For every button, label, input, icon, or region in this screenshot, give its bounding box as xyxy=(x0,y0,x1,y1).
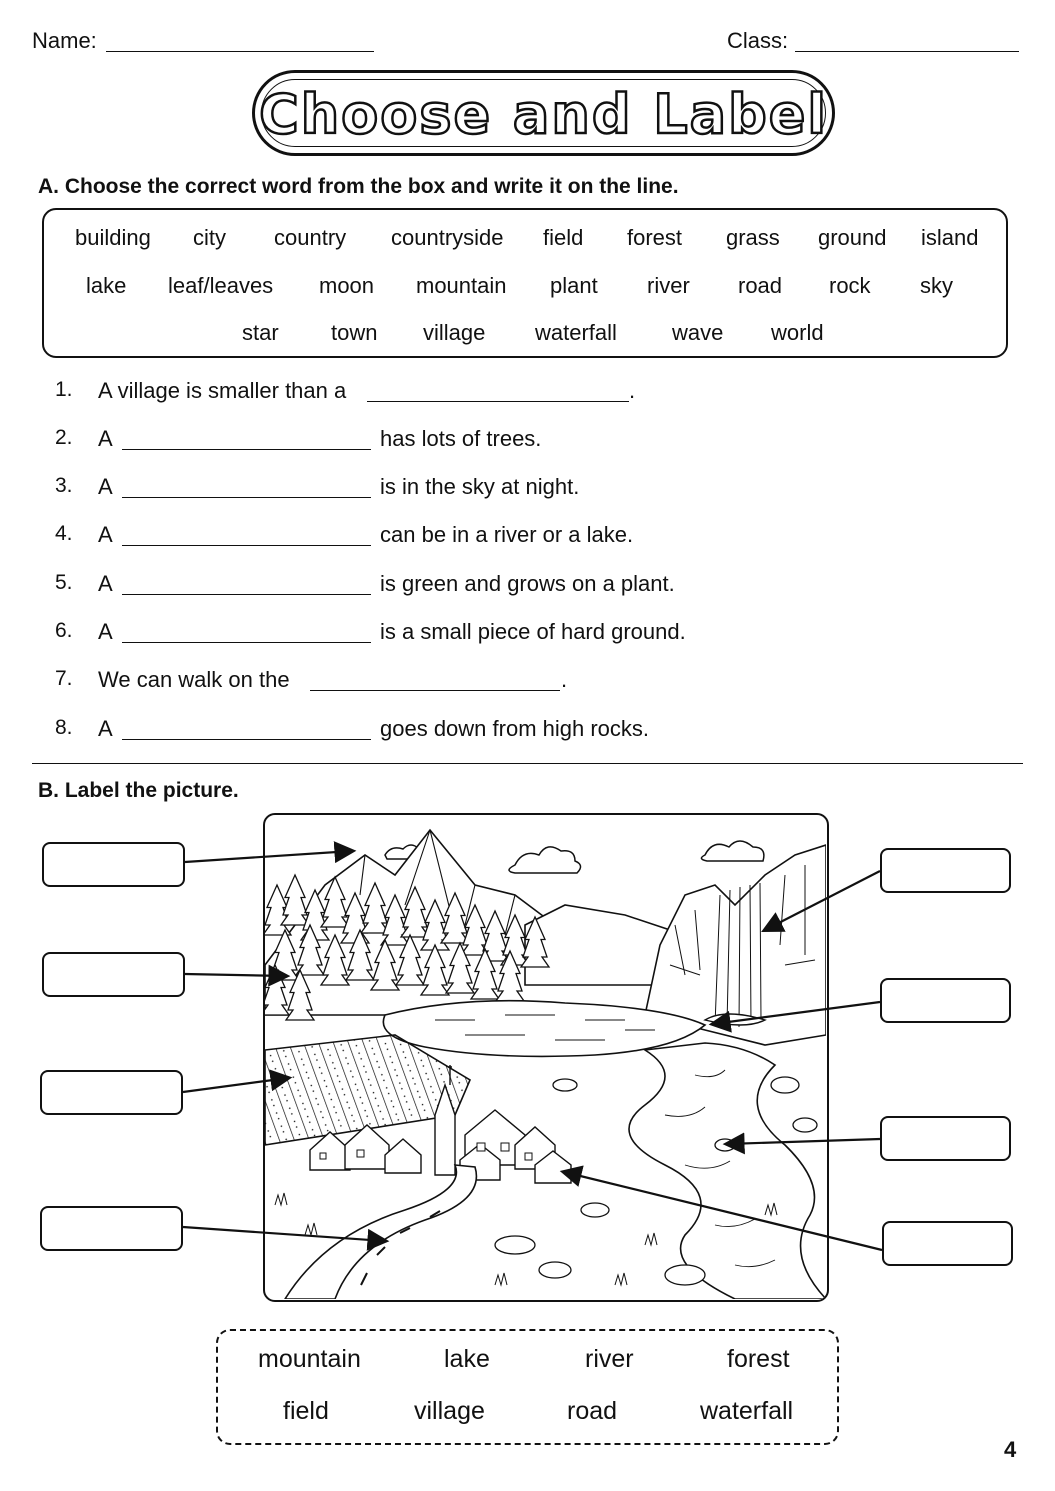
word-bank-word: forest xyxy=(727,1345,790,1373)
word-box-word: building xyxy=(75,225,151,250)
question-text-before: A xyxy=(98,522,113,547)
word-box-word: city xyxy=(193,225,226,250)
question-text-before: A xyxy=(98,571,113,596)
question-number: 4. xyxy=(55,522,73,545)
arrow-river xyxy=(727,1139,880,1144)
word-box-word: road xyxy=(738,273,783,298)
class-label: Class: xyxy=(727,28,789,53)
section-b-letter: B. xyxy=(38,779,59,802)
word-box-word: field xyxy=(543,225,584,250)
word-box-word: forest xyxy=(627,225,683,250)
question-text-after: is green and grows on a plant. xyxy=(380,571,675,596)
arrow-forest xyxy=(185,974,286,976)
word-box-word: country xyxy=(274,225,347,250)
arrow-road xyxy=(183,1227,385,1241)
question-text-after: goes down from high rocks. xyxy=(380,716,650,741)
question-number: 8. xyxy=(55,716,73,739)
word-box-word: countryside xyxy=(391,225,504,250)
word-box-word: sky xyxy=(920,273,953,298)
word-bank-word: lake xyxy=(444,1345,490,1373)
section-a-letter: A. xyxy=(38,175,59,198)
page-title: Choose and Label xyxy=(259,83,828,146)
question-number: 1. xyxy=(55,378,73,401)
word-bank-word: village xyxy=(414,1397,485,1425)
question-text-before: A xyxy=(98,426,113,451)
word-box-word: island xyxy=(921,225,979,250)
word-box-word: wave xyxy=(672,320,724,345)
word-bank-word: road xyxy=(567,1397,618,1425)
word-bank-word: field xyxy=(283,1397,329,1425)
word-box-word: waterfall xyxy=(535,320,617,345)
question-text-after: has lots of trees. xyxy=(380,426,542,451)
section-b-instruction: Label the picture. xyxy=(64,779,239,802)
name-label: Name: xyxy=(32,28,97,53)
word-box-word: ground xyxy=(818,225,887,250)
question-number: 3. xyxy=(55,474,73,497)
word-box-word: rock xyxy=(829,273,871,298)
arrow-mountain xyxy=(185,851,352,862)
arrow-lake xyxy=(713,1002,880,1024)
question-number: 2. xyxy=(55,426,73,449)
word-box-word: village xyxy=(423,320,486,345)
word-box-word: moon xyxy=(319,273,375,298)
question-text-after: is a small piece of hard ground. xyxy=(380,619,686,644)
section-a-instruction: Choose the correct word from the box and write it on the line. xyxy=(64,175,679,198)
question-text-after: . xyxy=(561,667,568,692)
word-bank-word: river xyxy=(585,1345,634,1373)
word-box-word: star xyxy=(242,320,279,345)
word-box-word: leaf/leaves xyxy=(168,273,274,298)
question-number: 7. xyxy=(55,667,73,690)
question-number: 5. xyxy=(55,571,73,594)
question-text-after: can be in a river or a lake. xyxy=(380,522,634,547)
question-text-before: A xyxy=(98,716,113,741)
word-box-word: mountain xyxy=(416,273,507,298)
word-box-word: plant xyxy=(550,273,598,298)
question-text-before: A village is smaller than a xyxy=(98,378,347,403)
page-number: 4 xyxy=(1004,1437,1017,1462)
word-box-word: lake xyxy=(86,273,127,298)
arrow-waterfall xyxy=(765,871,880,930)
word-box-word: town xyxy=(331,320,378,345)
arrow-field xyxy=(183,1078,288,1092)
arrow-village xyxy=(564,1172,882,1250)
question-number: 6. xyxy=(55,619,73,642)
question-text-after: . xyxy=(629,378,636,403)
question-text-after: is in the sky at night. xyxy=(380,474,580,499)
word-bank-word: mountain xyxy=(258,1345,361,1373)
question-text-before: A xyxy=(98,619,113,644)
word-box-word: river xyxy=(647,273,690,298)
question-text-before: A xyxy=(98,474,113,499)
word-box-word: grass xyxy=(726,225,780,250)
question-text-before: We can walk on the xyxy=(98,667,290,692)
word-bank-word: waterfall xyxy=(700,1397,794,1425)
word-box-word: world xyxy=(771,320,824,345)
